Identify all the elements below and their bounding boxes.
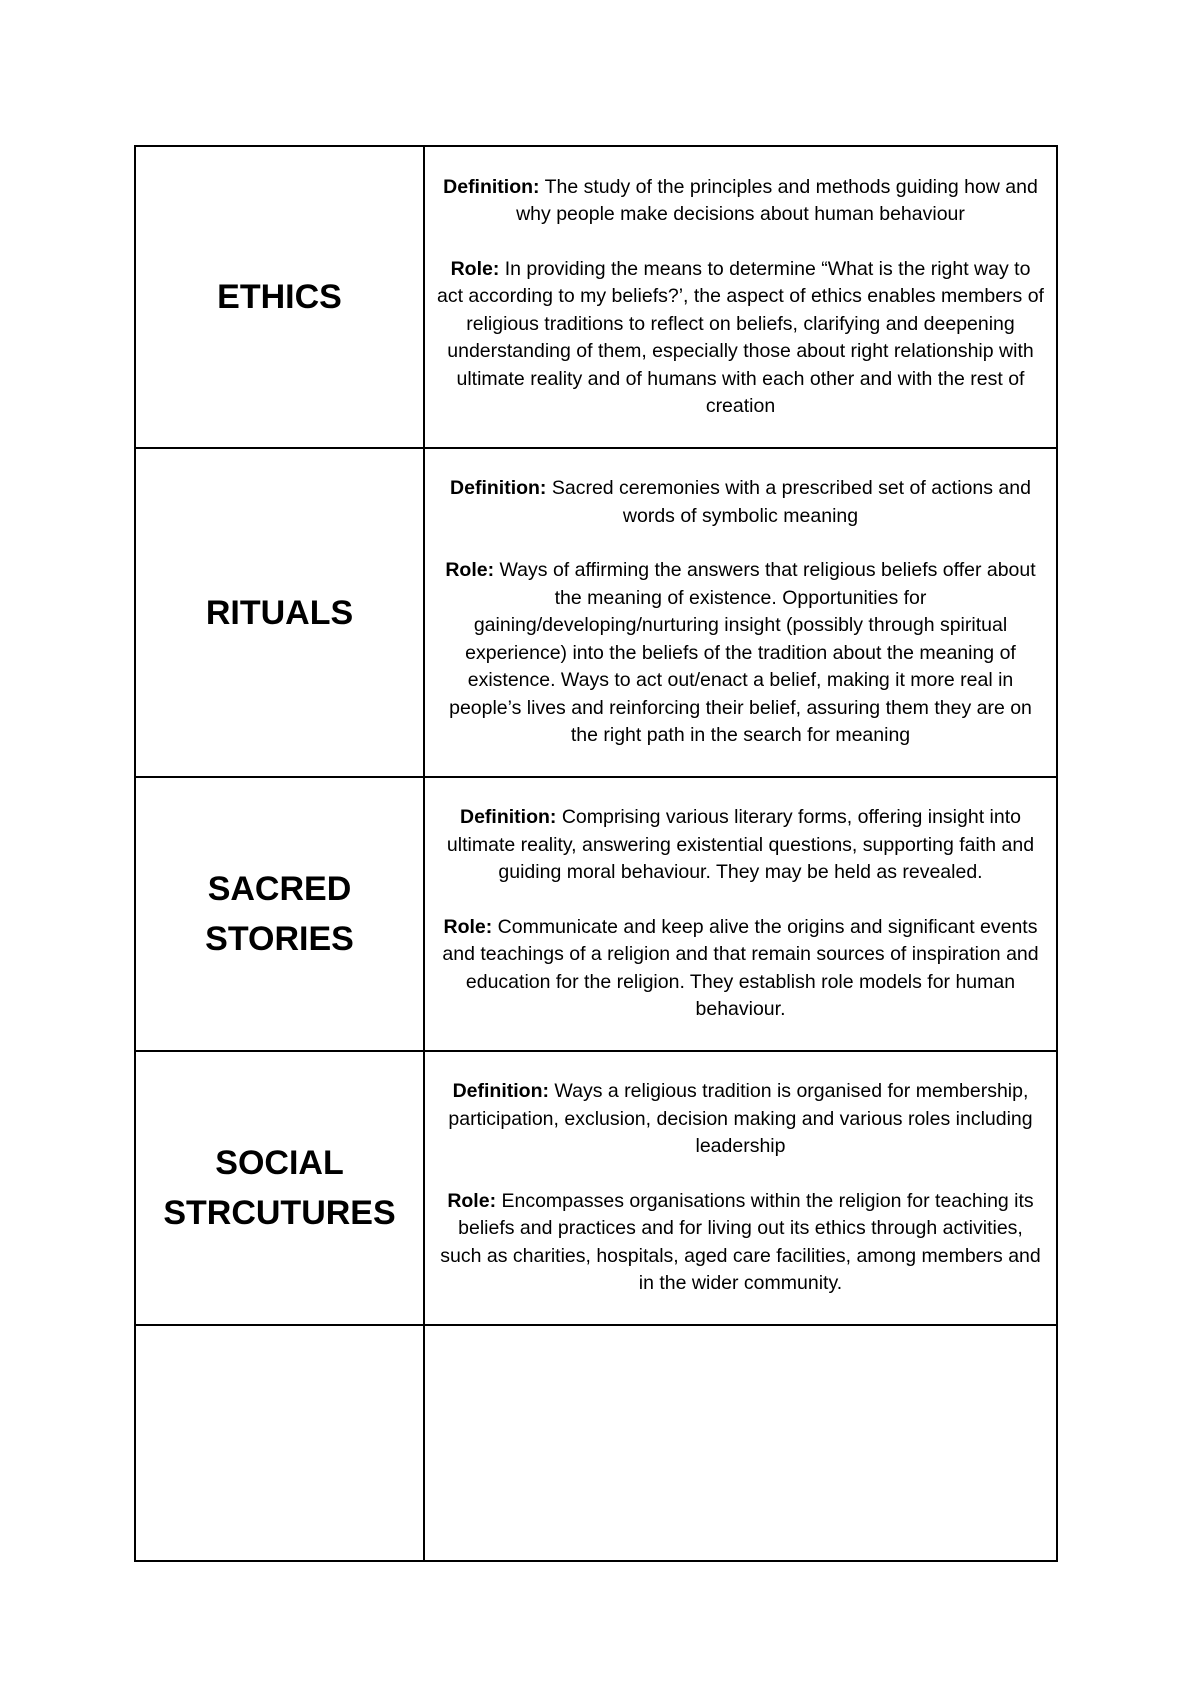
definition-paragraph [437,475,1044,530]
description-block [425,1078,1056,1298]
definition-paragraph [437,174,1044,229]
term-cell [135,146,424,448]
role-paragraph [437,256,1044,421]
role-label: Role: [450,257,500,280]
definition-paragraph [437,1078,1044,1161]
term-cell [135,448,424,777]
definition-label: Definition: [443,175,540,198]
table-row-sacred-stories [135,777,1057,1051]
definition-text: Ways a religious tradition is organised for membership, participation, exclusion, decision making and various roles including leadership [448,1080,1033,1158]
definition-text: Comprising various literary forms, offering insight into ultimate reality, answering existential questions, supporting faith and guiding moral behaviour. They may be held as revealed. [446,806,1035,884]
empty-term-cell [135,1325,424,1561]
religion-aspects-table [134,145,1058,1562]
role-label: Role: [445,559,495,582]
definition-paragraph [437,804,1044,887]
role-text: Communicate and keep alive the origins and significant events and teachings of a religion and that remain sources of inspiration and education for the religion. They establish role models for human behaviour. [442,915,1039,1021]
term-cell [135,1051,424,1325]
term-sacred-stories: SACRED STORIES [205,870,354,958]
description-cell [424,448,1057,777]
role-paragraph [437,1188,1044,1298]
role-label: Role: [443,915,493,938]
table-row-rituals [135,448,1057,777]
definition-label: Definition: [460,806,557,829]
description-cell [424,1051,1057,1325]
term-cell [135,777,424,1051]
role-paragraph [437,914,1044,1024]
definition-text: Sacred ceremonies with a prescribed set of actions and words of symbolic meaning [546,477,1031,527]
table-row-ethics [135,146,1057,448]
role-text: In providing the means to determine “What is the right way to act according to my beliefs?’, the aspect of ethics enables members of religious traditions to reflect on beliefs, clarifying and deepening understanding of them, especially those about right relationship with ultimate reality and of humans with each other and with the rest of creation [437,257,1044,417]
definition-label: Definition: [452,1080,549,1103]
role-text: Encompasses organisations within the religion for teaching its beliefs and practices and for living out its ethics through activities, such as charities, hospitals, aged care facilities, among members and in the wider community. [440,1189,1041,1295]
description-block [425,174,1056,421]
religion-aspects-table-wrapper [134,145,1052,1560]
role-text: Ways of affirming the answers that religious beliefs offer about the meaning of existence. Opportunities for gaining/developing/nurturing insight (possibly through spiritual experience) into the beliefs of the tradition about the meaning of existence. Ways to act out/enact a belief, making it more real in people’s lives and reinforcing their belief, assuring them they are on the right path in the search for meaning [449,559,1036,747]
table-row-empty [135,1325,1057,1561]
definition-label: Definition: [450,477,547,500]
description-cell [424,777,1057,1051]
term-rituals: RITUALS [205,593,354,632]
role-paragraph [437,557,1044,750]
description-block [425,475,1056,750]
description-block [425,804,1056,1024]
definition-text: The study of the principles and methods guiding how and why people make decisions about human behaviour [516,175,1038,225]
term-ethics: ETHICS [217,278,342,316]
table-row-social-structures [135,1051,1057,1325]
empty-description-cell [424,1325,1057,1561]
description-cell [424,146,1057,448]
term-social-structures: SOCIAL STRCUTURES [163,1144,396,1232]
role-label: Role: [447,1189,497,1212]
